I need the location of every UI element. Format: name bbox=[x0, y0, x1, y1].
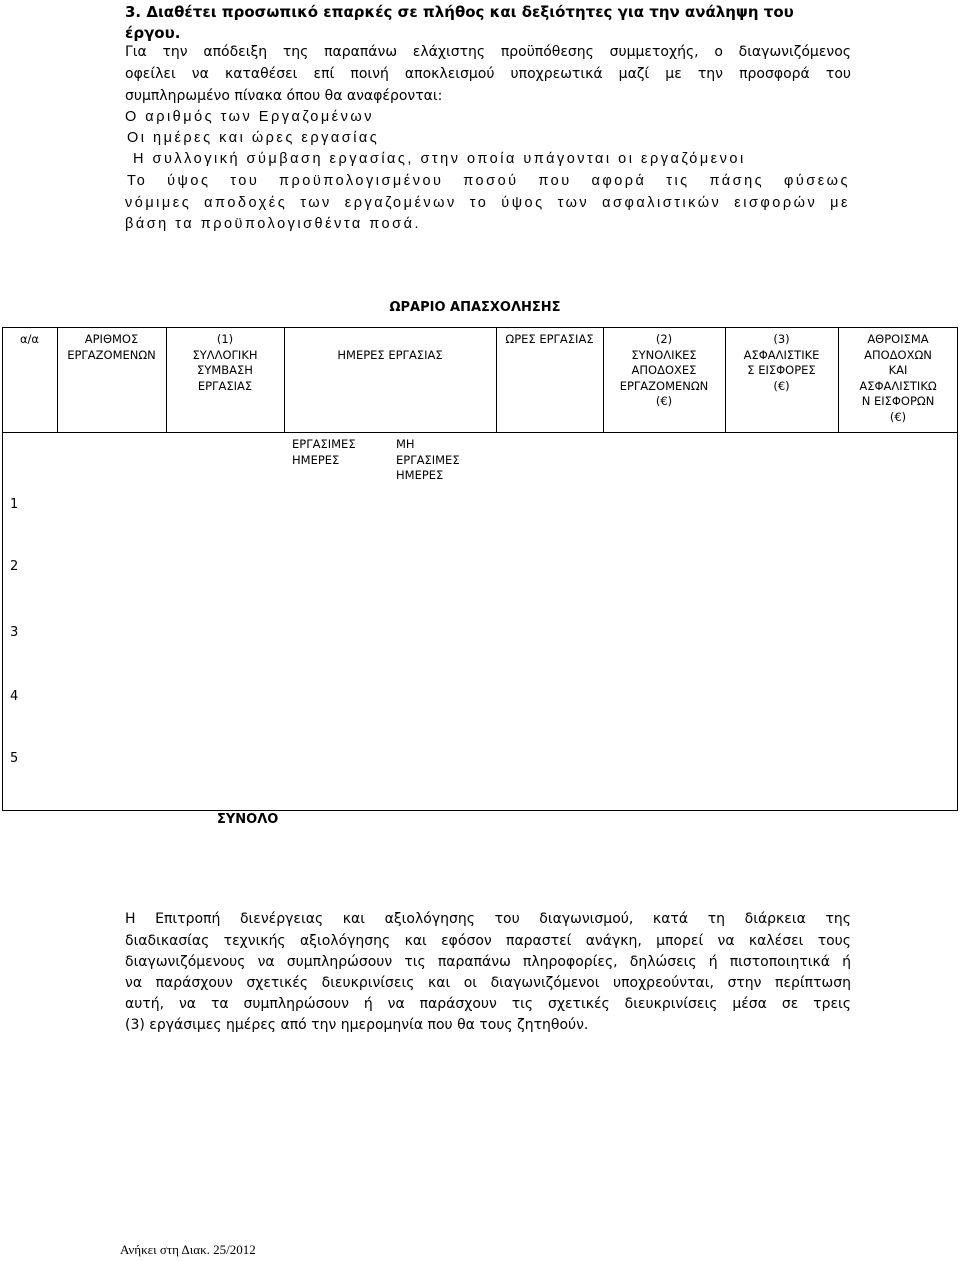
table-row-number: 2 bbox=[10, 559, 19, 574]
header-insurance-contributions: (3) ΑΣΦΑΛΙΣΤΙΚΕ Σ ΕΙΣΦΟΡΕΣ (€) bbox=[743, 332, 820, 393]
intro-line: Για την απόδειξη της παραπάνω ελάχιστης προϋπόθεσης συμμετοχής, ο διαγωνιζόμενος bbox=[125, 44, 851, 60]
requirement-item-agreement: Η συλλογική σύμβαση εργασίας, στην οποία υπάγονται οι εργαζόμενοι bbox=[133, 151, 746, 167]
closing-line: διαδικασίας τεχνικής αξιολόγησης και εφόσον παραστεί ανάγκη, μπορεί να καλέσει τους bbox=[125, 933, 851, 949]
table-title: ΩΡΑΡΙΟ ΑΠΑΣΧΟΛΗΣΗΣ bbox=[389, 300, 561, 315]
closing-line: διαγωνιζόμενους να συμπληρώσουν τις παραπάνω πληροφορίες, δηλώσεις ή πιστοποιητικά ή bbox=[125, 954, 851, 970]
closing-line: (3) εργάσιμες ημέρες από την ημερομηνία που θα τους ζητηθούν. bbox=[125, 1017, 589, 1033]
closing-line: αυτή, να τα συμπληρώσουν ή να παράσχουν τις σχετικές διευκρινίσεις μέσα σε τρεις bbox=[125, 996, 851, 1012]
table-row-number: 3 bbox=[10, 625, 19, 640]
page-footer: Ανήκει στη Διακ. 25/2012 bbox=[120, 1242, 256, 1257]
header-employee-count: ΑΡΙΘΜΟΣ ΕΡΓΑΖΟΜΕΝΩΝ bbox=[67, 332, 156, 362]
requirement-item-employees: Ο αριθμός των Εργαζομένων bbox=[125, 109, 374, 125]
requirement-item-amounts: Το ύψος του προϋπολογισμένου ποσού που αφορά τις πάσης φύσεως bbox=[127, 173, 850, 189]
table-total-label: ΣΥΝΟΛΟ bbox=[217, 812, 279, 827]
header-working-days: ΗΜΕΡΕΣ ΕΡΓΑΣΙΑΣ bbox=[337, 348, 443, 362]
requirement-item-days-hours: Οι ημέρες και ώρες εργασίας bbox=[127, 130, 380, 146]
closing-line: να παράσχουν σχετικές διευκρινίσεις και οι διαγωνιζόμενοι υποχρεούνται, στην περίπτωση bbox=[125, 975, 851, 991]
requirement-item-amounts-continued: νόμιμες αποδοχές των εργαζομένων το ύψος των ασφαλιστικών εισφορών με bbox=[125, 195, 850, 211]
header-working-hours: ΩΡΕΣ ΕΡΓΑΣΙΑΣ bbox=[505, 332, 594, 346]
table-row-number: 5 bbox=[10, 751, 19, 766]
subheader-non-workdays: ΜΗ ΕΡΓΑΣΙΜΕΣ ΗΜΕΡΕΣ bbox=[396, 437, 460, 482]
intro-line: συμπληρωμένο πίνακα όπου θα αναφέρονται: bbox=[125, 88, 443, 104]
header-serial-number: α/α bbox=[19, 332, 40, 346]
requirement-item-amounts-end: βάση τα προϋπολογισθέντα ποσά. bbox=[125, 216, 421, 232]
section-heading: 3. Διαθέτει προσωπικό επαρκές σε πλήθος και δεξιότητες για την ανάληψη του bbox=[125, 3, 794, 21]
closing-line: Η Επιτροπή διενέργειας και αξιολόγησης του διαγωνισμού, κατά τη διάρκεια της bbox=[125, 911, 851, 927]
subheader-workdays: ΕΡΓΑΣΙΜΕΣ ΗΜΕΡΕΣ bbox=[292, 437, 356, 467]
header-total-pay: (2) ΣΥΝΟΛΙΚΕΣ ΑΠΟΔΟΧΕΣ ΕΡΓΑΖΟΜΕΝΩΝ (€) bbox=[619, 332, 709, 408]
table-row-number: 1 bbox=[10, 497, 19, 512]
table-row-number: 4 bbox=[10, 689, 19, 704]
header-sum-pay-contributions: ΑΘΡΟΙΣΜΑ ΑΠΟΔΟΧΩΝ ΚΑΙ ΑΣΦΑΛΙΣΤΙΚΩ Ν ΕΙΣΦΟΡΩΝ (€) bbox=[859, 332, 937, 424]
section-heading-continued: έργου. bbox=[125, 24, 181, 42]
intro-line: οφείλει να καταθέσει επί ποινή αποκλεισμού υποχρεωτικά μαζί με την προσφορά του bbox=[125, 66, 851, 82]
header-collective-agreement: (1) ΣΥΛΛΟΓΙΚΗ ΣΥΜΒΑΣΗ ΕΡΓΑΣΙΑΣ bbox=[192, 332, 258, 393]
